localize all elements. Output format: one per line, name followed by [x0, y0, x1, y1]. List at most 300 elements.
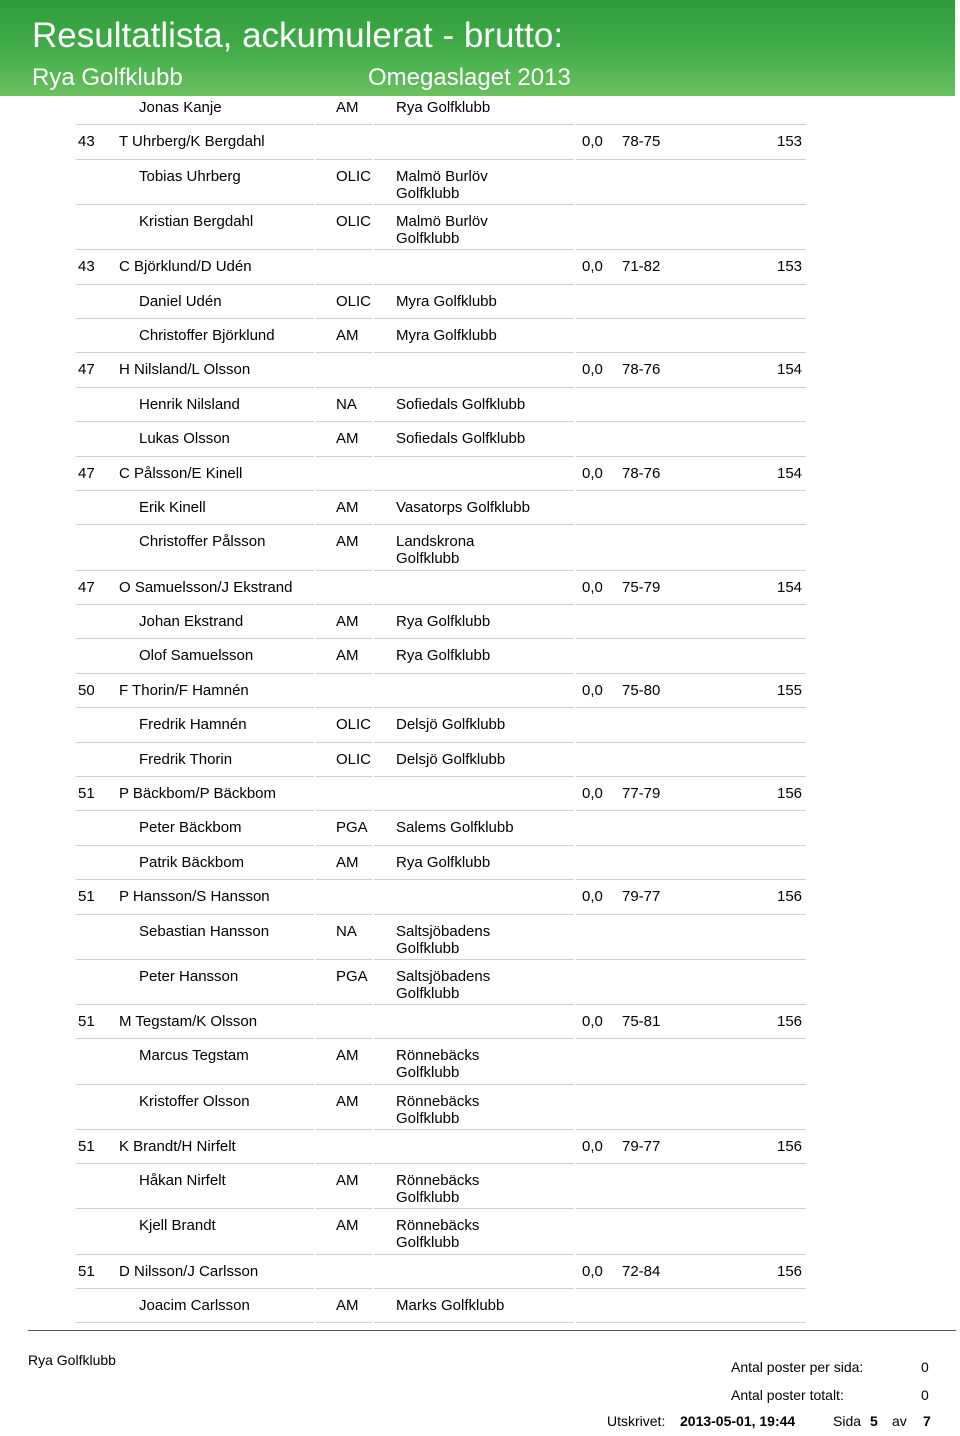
- row-separator: [76, 249, 314, 250]
- total-cell: [777, 579, 802, 596]
- row-separator: [374, 1288, 574, 1289]
- player-club-cell: [396, 854, 490, 871]
- rounds-cell: [622, 785, 660, 802]
- player-class-cell-text: PGA: [336, 819, 368, 837]
- row-separator: [576, 742, 806, 743]
- row-separator: [374, 1129, 574, 1130]
- row-separator: [316, 421, 372, 422]
- player-class-cell-text: PGA: [336, 967, 368, 985]
- position-cell: [78, 1263, 95, 1280]
- player-name-cell-text: Lukas Olsson: [139, 430, 230, 448]
- player-class-cell: [336, 533, 359, 550]
- handicap-cell: [582, 579, 603, 596]
- total-cell-text: 156: [777, 1013, 803, 1030]
- player-club-cell: [396, 213, 488, 247]
- player-club-cell-text: Rya Golfklubb: [396, 99, 491, 116]
- player-club-cell: [396, 716, 505, 733]
- row-separator: [76, 1254, 314, 1255]
- row-separator: [316, 1254, 372, 1255]
- player-club-cell-text: Marks Golfklubb: [396, 1297, 505, 1314]
- player-name-cell-text: Kristian Bergdahl: [139, 213, 254, 230]
- player-name-cell-text: Christoffer Björklund: [139, 327, 275, 344]
- player-class-cell-text: AM: [336, 533, 359, 551]
- row-separator: [576, 1129, 806, 1130]
- position-cell-text: 51: [78, 1137, 95, 1155]
- player-name-cell: [139, 923, 269, 940]
- player-club-cell: [396, 533, 474, 567]
- team-name-cell: [119, 888, 270, 905]
- player-class-cell-text: AM: [336, 99, 359, 116]
- player-club-cell-text: Rya Golfklubb: [396, 647, 491, 665]
- row-separator: [76, 159, 314, 160]
- row-separator: [374, 1038, 574, 1039]
- player-name-cell-text: Jonas Kanje: [139, 99, 222, 116]
- row-separator: [76, 421, 314, 422]
- player-class-cell: [336, 327, 359, 344]
- player-club-cell-text: Malmö Burlöv: [396, 167, 488, 185]
- player-name-cell: [139, 854, 244, 871]
- team-name-cell: [119, 1263, 258, 1280]
- handicap-cell-text: 0,0: [582, 888, 603, 906]
- row-separator: [374, 604, 574, 605]
- position-cell: [78, 1013, 95, 1030]
- row-separator: [374, 570, 574, 571]
- row-separator: [316, 1288, 372, 1289]
- row-separator: [76, 959, 314, 960]
- row-separator: [316, 1322, 372, 1323]
- player-class-cell-text: AM: [336, 1092, 359, 1110]
- row-separator: [374, 959, 574, 960]
- row-separator: [374, 879, 574, 880]
- team-name-cell-text: O Samuelsson/J Ekstrand: [119, 578, 293, 596]
- row-separator: [576, 776, 806, 777]
- player-name-cell: [139, 168, 241, 185]
- player-class-cell: [336, 1093, 359, 1110]
- row-separator: [374, 1254, 574, 1255]
- row-separator: [76, 570, 314, 571]
- player-name-cell-text: Fredrik Thorin: [139, 750, 233, 768]
- row-separator: [374, 490, 574, 491]
- page-number: 5: [870, 1413, 878, 1429]
- team-name-cell: [119, 133, 265, 150]
- row-separator: [374, 456, 574, 457]
- player-class-cell-text: AM: [336, 499, 359, 516]
- row-separator: [316, 524, 372, 525]
- player-class-cell: [336, 499, 359, 516]
- row-separator: [576, 959, 806, 960]
- row-separator: [576, 1038, 806, 1039]
- rounds-cell: [622, 888, 660, 905]
- player-club-cell-text: Rya Golfklubb: [396, 853, 491, 871]
- row-separator: [76, 387, 314, 388]
- player-club-cell: [396, 168, 488, 202]
- row-separator: [316, 673, 372, 674]
- rounds-cell-text: 71-82: [622, 258, 661, 276]
- player-name-cell-text: Daniel Udén: [139, 292, 222, 310]
- player-name-cell: [139, 396, 240, 413]
- position-cell-text: 51: [78, 785, 95, 802]
- row-separator: [374, 284, 574, 285]
- player-class-cell-text: OLIC: [336, 750, 372, 768]
- position-cell-text: 51: [78, 1013, 95, 1030]
- row-separator: [76, 204, 314, 205]
- player-class-cell-text: AM: [336, 1217, 359, 1235]
- player-name-cell-text: Fredrik Hamnén: [139, 716, 247, 734]
- player-class-cell: [336, 923, 357, 940]
- row-separator: [576, 249, 806, 250]
- rounds-cell: [622, 682, 660, 699]
- row-separator: [374, 707, 574, 708]
- player-class-cell: [336, 751, 371, 768]
- player-class-cell: [336, 968, 368, 985]
- player-name-cell: [139, 716, 247, 733]
- row-separator: [316, 456, 372, 457]
- player-class-cell-text: OLIC: [336, 716, 372, 734]
- row-separator: [576, 638, 806, 639]
- row-separator: [374, 742, 574, 743]
- handicap-cell-text: 0,0: [582, 681, 603, 699]
- player-class-cell-text: AM: [336, 613, 359, 630]
- total-cell-text: 154: [777, 361, 803, 379]
- row-separator: [374, 1084, 574, 1085]
- row-separator: [76, 524, 314, 525]
- row-separator: [316, 959, 372, 960]
- player-name-cell: [139, 751, 232, 768]
- player-club-cell-line2: Golfklubb: [396, 1064, 460, 1082]
- row-separator: [316, 318, 372, 319]
- row-separator: [576, 1208, 806, 1209]
- player-name-cell: [139, 647, 253, 664]
- footer-club-name: Rya Golfklubb: [28, 1352, 116, 1368]
- player-class-cell-text: AM: [336, 430, 359, 448]
- row-separator: [576, 352, 806, 353]
- rounds-cell-text: 75-80: [622, 681, 661, 699]
- row-separator: [316, 490, 372, 491]
- total-cell-text: 154: [777, 578, 803, 596]
- row-separator: [316, 387, 372, 388]
- player-name-cell: [139, 968, 238, 985]
- player-class-cell: [336, 613, 359, 630]
- total-cell: [777, 1013, 802, 1030]
- row-separator: [576, 879, 806, 880]
- row-separator: [76, 1288, 314, 1289]
- player-class-cell-text: AM: [336, 1297, 359, 1314]
- total-cell: [777, 785, 802, 802]
- player-name-cell: [139, 99, 222, 116]
- player-club-cell: [396, 327, 497, 344]
- player-club-cell: [396, 1093, 479, 1127]
- total-cell-text: 156: [777, 1262, 803, 1280]
- row-separator: [316, 1208, 372, 1209]
- row-separator: [576, 318, 806, 319]
- handicap-cell: [582, 682, 603, 699]
- per-page-label: Antal poster per sida:: [731, 1359, 864, 1375]
- rounds-cell: [622, 258, 660, 275]
- player-class-cell-text: AM: [336, 1172, 359, 1190]
- player-club-cell-text: Rönnebäcks: [396, 1047, 480, 1065]
- player-name-cell: [139, 213, 253, 230]
- player-club-cell-line2: Golfklubb: [396, 1109, 460, 1127]
- handicap-cell: [582, 1263, 603, 1280]
- position-cell-text: 47: [78, 464, 95, 482]
- player-class-cell: [336, 293, 371, 310]
- handicap-cell-text: 0,0: [582, 361, 603, 379]
- player-club-cell-line2: Golfklubb: [396, 984, 460, 1002]
- player-club-cell-text: Myra Golfklubb: [396, 327, 497, 344]
- position-cell-text: 51: [78, 1262, 95, 1280]
- row-separator: [374, 387, 574, 388]
- player-club-cell: [396, 1172, 479, 1206]
- row-separator: [576, 124, 806, 125]
- player-club-cell-text: Myra Golfklubb: [396, 292, 497, 310]
- player-club-cell-text: Delsjö Golfklubb: [396, 750, 506, 768]
- rounds-cell-text: 72-84: [622, 1262, 661, 1280]
- report-footer: [0, 1330, 960, 1436]
- page-label: Sida: [833, 1413, 862, 1429]
- footer-divider: [28, 1330, 956, 1331]
- total-value: 0: [921, 1387, 929, 1403]
- player-class-cell: [336, 819, 368, 836]
- row-separator: [576, 204, 806, 205]
- position-cell-text: 47: [78, 361, 95, 379]
- player-class-cell: [336, 854, 359, 871]
- position-cell: [78, 258, 95, 275]
- row-separator: [316, 204, 372, 205]
- row-separator: [316, 914, 372, 915]
- row-separator: [76, 284, 314, 285]
- row-separator: [76, 456, 314, 457]
- total-cell: [777, 682, 802, 699]
- player-club-cell: [396, 396, 525, 413]
- row-separator: [316, 124, 372, 125]
- team-name-cell-text: M Tegstam/K Olsson: [119, 1013, 258, 1030]
- player-class-cell-text: AM: [336, 853, 359, 871]
- row-separator: [374, 638, 574, 639]
- player-club-cell-text: Sofiedals Golfklubb: [396, 395, 526, 413]
- team-name-cell-text: K Brandt/H Nirfelt: [119, 1137, 236, 1155]
- row-separator: [576, 1163, 806, 1164]
- row-separator: [374, 204, 574, 205]
- player-name-cell-text: Marcus Tegstam: [139, 1047, 249, 1065]
- total-cell-text: 156: [777, 888, 803, 906]
- row-separator: [76, 776, 314, 777]
- row-separator: [374, 249, 574, 250]
- row-separator: [76, 810, 314, 811]
- handicap-cell-text: 0,0: [582, 578, 603, 596]
- row-separator: [316, 604, 372, 605]
- row-separator: [316, 1163, 372, 1164]
- printed-value: 2013-05-01, 19:44: [680, 1413, 796, 1429]
- row-separator: [576, 914, 806, 915]
- total-label: Antal poster totalt:: [731, 1387, 844, 1403]
- player-class-cell-text: AM: [336, 647, 359, 665]
- player-class-cell: [336, 1047, 359, 1064]
- rounds-cell: [622, 1138, 660, 1155]
- rounds-cell: [622, 1013, 660, 1030]
- row-separator: [374, 1163, 574, 1164]
- player-club-cell-text: Landskrona: [396, 533, 475, 551]
- player-club-cell: [396, 751, 505, 768]
- position-cell: [78, 579, 95, 596]
- player-club-cell-text: Rönnebäcks: [396, 1217, 480, 1235]
- row-separator: [374, 124, 574, 125]
- rounds-cell-text: 79-77: [622, 1137, 661, 1155]
- player-name-cell: [139, 327, 275, 344]
- row-separator: [316, 742, 372, 743]
- player-club-cell-line2: Golfklubb: [396, 1234, 460, 1252]
- handicap-cell-text: 0,0: [582, 785, 603, 802]
- player-class-cell-text: AM: [336, 327, 359, 344]
- header-club-name: Rya Golfklubb: [32, 64, 183, 91]
- player-club-cell-text: Rönnebäcks: [396, 1092, 480, 1110]
- team-name-cell-text: F Thorin/F Hamnén: [119, 681, 249, 699]
- player-club-cell: [396, 968, 490, 1002]
- row-separator: [374, 159, 574, 160]
- handicap-cell: [582, 361, 603, 378]
- player-class-cell: [336, 1217, 359, 1234]
- row-separator: [576, 456, 806, 457]
- player-name-cell: [139, 613, 243, 630]
- team-name-cell-text: C Björklund/D Udén: [119, 258, 252, 276]
- row-separator: [76, 638, 314, 639]
- position-cell: [78, 465, 95, 482]
- rounds-cell-text: 78-76: [622, 361, 661, 379]
- page-count: 7: [923, 1413, 931, 1429]
- total-cell-text: 154: [777, 464, 803, 482]
- team-name-cell: [119, 579, 292, 596]
- row-separator: [576, 673, 806, 674]
- player-name-cell-text: Tobias Uhrberg: [139, 167, 241, 185]
- row-separator: [576, 845, 806, 846]
- rounds-cell-text: 79-77: [622, 888, 661, 906]
- handicap-cell-text: 0,0: [582, 258, 603, 276]
- rounds-cell-text: 75-81: [622, 1013, 661, 1030]
- player-club-cell: [396, 499, 530, 516]
- player-name-cell-text: Erik Kinell: [139, 499, 206, 516]
- player-class-cell-text: OLIC: [336, 292, 372, 310]
- player-club-cell: [396, 819, 514, 836]
- row-separator: [374, 673, 574, 674]
- rounds-cell: [622, 465, 660, 482]
- position-cell: [78, 785, 95, 802]
- player-class-cell-text: OLIC: [336, 213, 372, 230]
- player-name-cell-text: Johan Ekstrand: [139, 613, 244, 630]
- row-separator: [374, 776, 574, 777]
- row-separator: [76, 604, 314, 605]
- total-cell: [777, 133, 802, 150]
- position-cell: [78, 888, 95, 905]
- row-separator: [576, 810, 806, 811]
- header-competition-name: Omegaslaget 2013: [368, 64, 571, 91]
- total-cell: [777, 465, 802, 482]
- position-cell-text: 43: [78, 133, 95, 151]
- player-class-cell: [336, 647, 359, 664]
- row-separator: [76, 124, 314, 125]
- row-separator: [76, 352, 314, 353]
- row-separator: [576, 1322, 806, 1323]
- player-club-cell-text: Saltsjöbadens: [396, 967, 491, 985]
- player-club-cell: [396, 99, 490, 116]
- row-separator: [316, 1084, 372, 1085]
- team-name-cell-text: T Uhrberg/K Bergdahl: [119, 133, 265, 151]
- player-name-cell: [139, 1172, 226, 1189]
- total-cell-text: 153: [777, 258, 803, 276]
- row-separator: [316, 249, 372, 250]
- row-separator: [374, 914, 574, 915]
- row-separator: [316, 284, 372, 285]
- row-separator: [374, 1004, 574, 1005]
- row-separator: [576, 707, 806, 708]
- team-name-cell: [119, 465, 242, 482]
- row-separator: [76, 1038, 314, 1039]
- handicap-cell: [582, 133, 603, 150]
- row-separator: [76, 1163, 314, 1164]
- position-cell: [78, 361, 95, 378]
- player-class-cell: [336, 396, 357, 413]
- total-cell-text: 156: [777, 1137, 803, 1155]
- row-separator: [76, 1322, 314, 1323]
- rounds-cell-text: 75-79: [622, 578, 661, 596]
- row-separator: [576, 1004, 806, 1005]
- position-cell-text: 50: [78, 681, 95, 699]
- row-separator: [576, 159, 806, 160]
- position-cell: [78, 133, 95, 150]
- total-cell-text: 156: [777, 785, 803, 802]
- row-separator: [76, 490, 314, 491]
- handicap-cell: [582, 465, 603, 482]
- rounds-cell: [622, 133, 660, 150]
- handicap-cell: [582, 1013, 603, 1030]
- player-club-cell: [396, 1047, 479, 1081]
- row-separator: [374, 352, 574, 353]
- row-separator: [576, 490, 806, 491]
- row-separator: [76, 707, 314, 708]
- row-separator: [374, 1208, 574, 1209]
- row-separator: [374, 421, 574, 422]
- printed-label: Utskrivet:: [607, 1413, 666, 1429]
- handicap-cell: [582, 258, 603, 275]
- row-separator: [576, 570, 806, 571]
- player-club-cell: [396, 923, 490, 957]
- player-name-cell-text: Peter Hansson: [139, 967, 239, 985]
- total-cell: [777, 1263, 802, 1280]
- player-club-cell-line2: Golfklubb: [396, 1189, 460, 1207]
- handicap-cell-text: 0,0: [582, 1013, 603, 1030]
- player-club-cell-line2: Golfklubb: [396, 939, 460, 957]
- player-name-cell-text: Joacim Carlsson: [139, 1297, 250, 1314]
- rounds-cell: [622, 579, 660, 596]
- handicap-cell: [582, 888, 603, 905]
- row-separator: [316, 570, 372, 571]
- position-cell-text: 47: [78, 578, 95, 596]
- player-club-cell-text: Sofiedals Golfklubb: [396, 430, 526, 448]
- total-cell: [777, 361, 802, 378]
- player-name-cell: [139, 293, 222, 310]
- team-name-cell: [119, 1138, 236, 1155]
- player-class-cell: [336, 430, 359, 447]
- team-name-cell: [119, 785, 276, 802]
- player-class-cell: [336, 716, 371, 733]
- row-separator: [576, 421, 806, 422]
- player-name-cell-text: Henrik Nilsland: [139, 395, 240, 413]
- row-separator: [316, 845, 372, 846]
- report-header: [0, 0, 955, 96]
- row-separator: [316, 159, 372, 160]
- player-name-cell-text: Christoffer Pålsson: [139, 533, 266, 551]
- player-class-cell: [336, 213, 371, 230]
- total-cell: [777, 1138, 802, 1155]
- rounds-cell-text: 77-79: [622, 785, 661, 802]
